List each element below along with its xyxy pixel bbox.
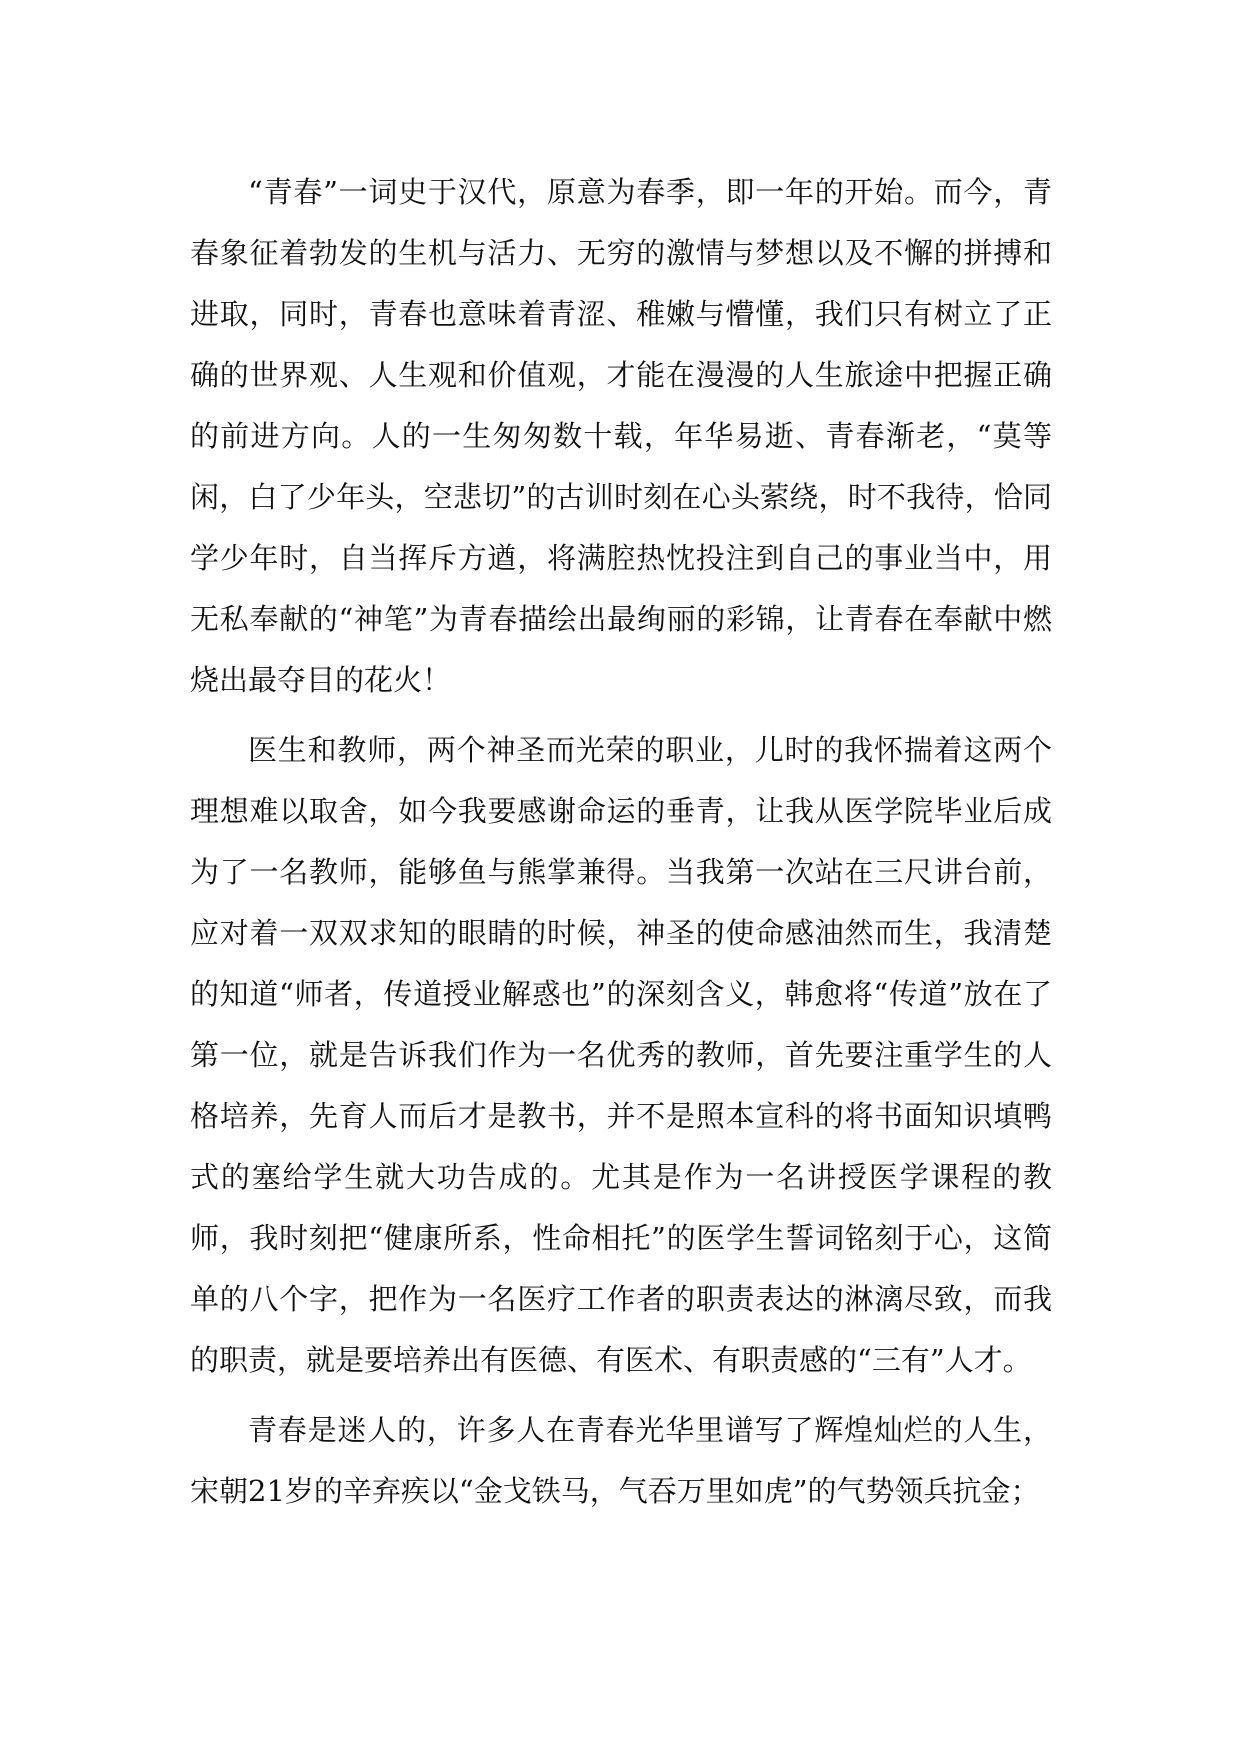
document-body: [190, 162, 1052, 1522]
paragraph-youth-meaning: “青春”一词史于汉代，原意为春季，即一年的开始。而今，青春象征着勃发的生机与活力、无穷的激情与梦想以及不懈的拼搏和进取，同时，青春也意味着青涩、稚嫩与懵懂，我们只有树立了正确的世界观、人生观和价值观，才能在漫漫的人生旅途中把握正确的前进方向。人的一生匆匆数十载，年华易逝、青春渐老，“莫等闲，白了少年头，空悲切”的古训时刻在心头萦绕，时不我待，恰同学少年时，自当挥斥方遒，将满腔热忱投注到自己的事业当中，用无私奉献的“神笔”为青春描绘出最绚丽的彩锦，让青春在奉献中燃烧出最夺目的花火！: [190, 175, 1052, 697]
paragraph-doctor-teacher: 医生和教师，两个神圣而光荣的职业，儿时的我怀揣着这两个理想难以取舍，如今我要感谢命运的垂青，让我从医学院毕业后成为了一名教师，能够鱼与熊掌兼得。当我第一次站在三尺讲台前，应对着一双双求知的眼睛的时候，神圣的使命感油然而生，我清楚的知道“师者，传道授业解惑也”的深刻含义，韩愈将“传道”放在了第一位，就是告诉我们作为一名优秀的教师，首先要注重学生的人格培养，先育人而后才是教书，并不是照本宣科的将书面知识填鸭式的塞给学生就大功告成的。尤其是作为一名讲授医学课程的教师，我时刻把“健康所系，性命相托”的医学生誓词铭刻于心，这简单的八个字，把作为一名医疗工作者的职责表达的淋漓尽致，而我的职责，就是要培养出有医德、有医术、有职责感的“三有”人才。: [190, 733, 1052, 1377]
paragraph-youth-charm: 青春是迷人的，许多人在青春光华里谱写了辉煌灿烂的人生，宋朝21岁的辛弃疾以“金戈铁马，气吞万里如虎”的气势领兵抗金；: [190, 1413, 1052, 1508]
